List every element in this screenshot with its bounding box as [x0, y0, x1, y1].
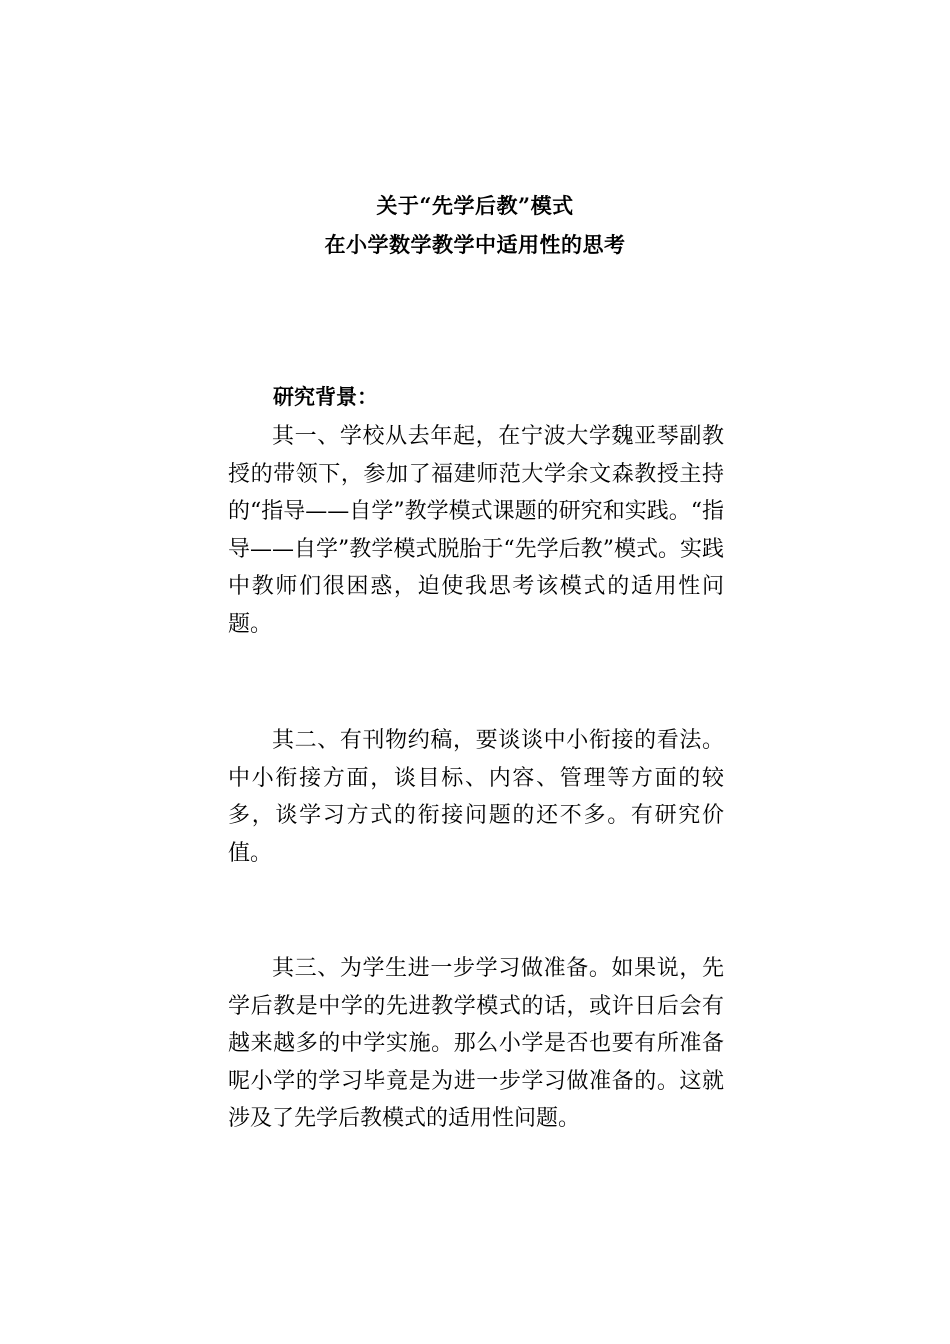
paragraph-3: 其三、为学生进一步学习做准备。如果说，先学后教是中学的先进教学模式的话，或许日后会有越来越多的中学实施。那么小学是否也要有所准备呢小学的学习毕竟是为进一步学习做准备的。这就涉及了先学后教模式的适用性问题。 — [228, 956, 724, 1131]
document-title-line-2: 在小学数学教学中适用性的思考 — [324, 232, 626, 257]
document-title-line-1: 关于“先学后教”模式 — [376, 193, 574, 218]
paragraph-2: 其二、有刊物约稿，要谈谈中小衔接的看法。中小衔接方面，谈目标、内容、管理等方面的较多，谈学习方式的衔接问题的还不多。有研究价值。 — [228, 728, 724, 866]
section-heading: 研究背景： — [273, 384, 378, 409]
paragraph-1: 其一、学校从去年起，在宁波大学魏亚琴副教授的带领下，参加了福建师范大学余文森教授主持的“指导——自学”教学模式课题的研究和实践。“指导——自学”教学模式脱胎于“先学后教”模式。实践中教师们很困惑，迫使我思考该模式的适用性问题。 — [228, 424, 724, 637]
